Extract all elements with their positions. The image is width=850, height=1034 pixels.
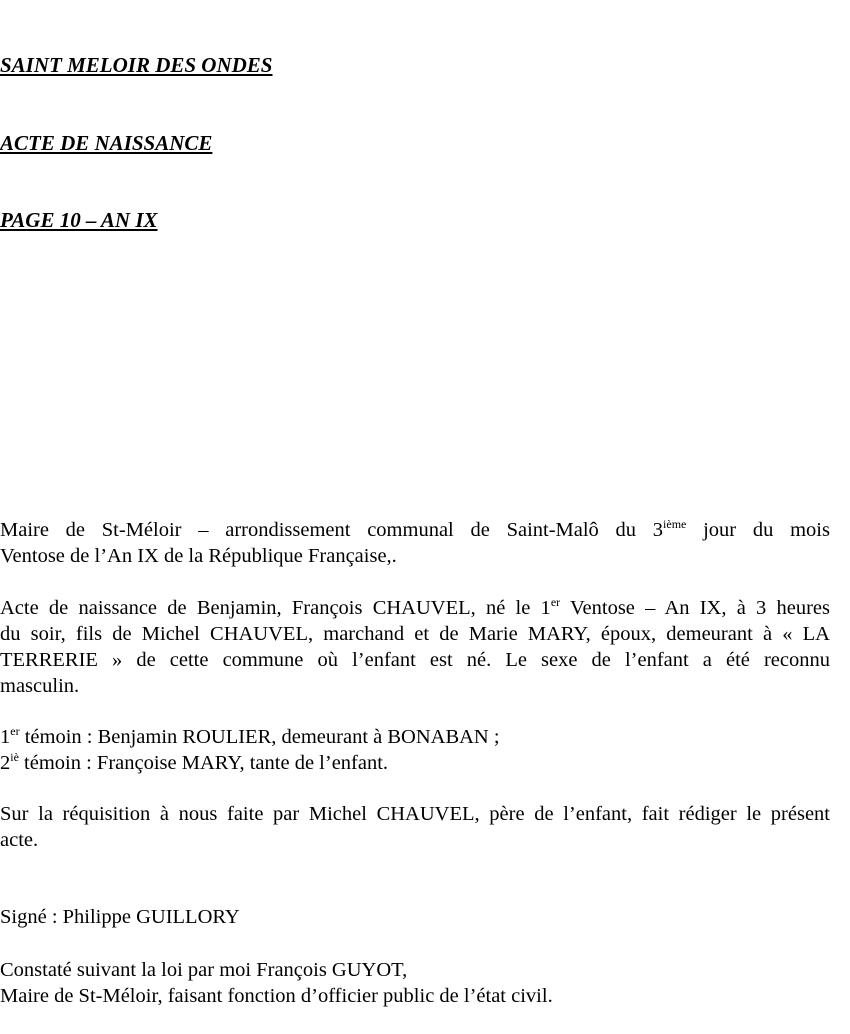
intro-line-2: Ventose de l’An IX de la République Française,. [0, 545, 397, 567]
intro-line-1 [0, 517, 830, 543]
witness-2-superscript: iè [10, 750, 19, 764]
act-line-1 [0, 595, 830, 621]
intro-text-a: Maire de St-Méloir – arrondissement communal de Saint-Malô du 3 [0, 519, 664, 541]
closing-line-2: Maire de St-Méloir, faisant fonction d’officier public de l’état civil. [0, 985, 553, 1007]
requisition-line-1: Sur la réquisition à nous faite par Michel CHAUVEL, père de l’enfant, fait rédiger le présent [0, 803, 830, 825]
witness-1-text: témoin : Benjamin ROULIER, demeurant à BONABAN ; [19, 726, 500, 748]
witness-1-number: 1 [0, 726, 11, 748]
intro-superscript: ième [663, 517, 687, 531]
page-reference-heading: PAGE 10 – AN IX [0, 208, 158, 232]
closing-line-1: Constaté suivant la loi par moi François GUYOT, [0, 959, 408, 981]
document-type-heading: ACTE DE NAISSANCE [0, 131, 213, 155]
act-line-2: du soir, fils de Michel CHAUVEL, marchand et de Marie MARY, époux, demeurant à « LA [0, 623, 830, 645]
witness-2 [0, 750, 388, 776]
witness-2-number: 2 [0, 752, 11, 774]
witness-1-superscript: er [10, 724, 20, 738]
act-text-a: Acte de naissance de Benjamin, François CHAUVEL, né le 1 [0, 597, 551, 619]
signature-line: Signé : Philippe GUILLORY [0, 906, 240, 928]
witness-1 [0, 724, 500, 750]
witness-2-text: témoin : Françoise MARY, tante de l’enfant. [18, 752, 389, 774]
act-line-4: masculin. [0, 675, 80, 697]
intro-text-b: jour du mois [686, 519, 830, 541]
commune-heading: SAINT MELOIR DES ONDES [0, 53, 273, 77]
act-superscript: er [550, 595, 561, 609]
requisition-line-2: acte. [0, 829, 39, 851]
act-text-b: Ventose – An IX, à 3 heures [560, 597, 830, 619]
act-line-3: TERRERIE » de cette commune où l’enfant est né. Le sexe de l’enfant a été reconnu [0, 649, 830, 671]
